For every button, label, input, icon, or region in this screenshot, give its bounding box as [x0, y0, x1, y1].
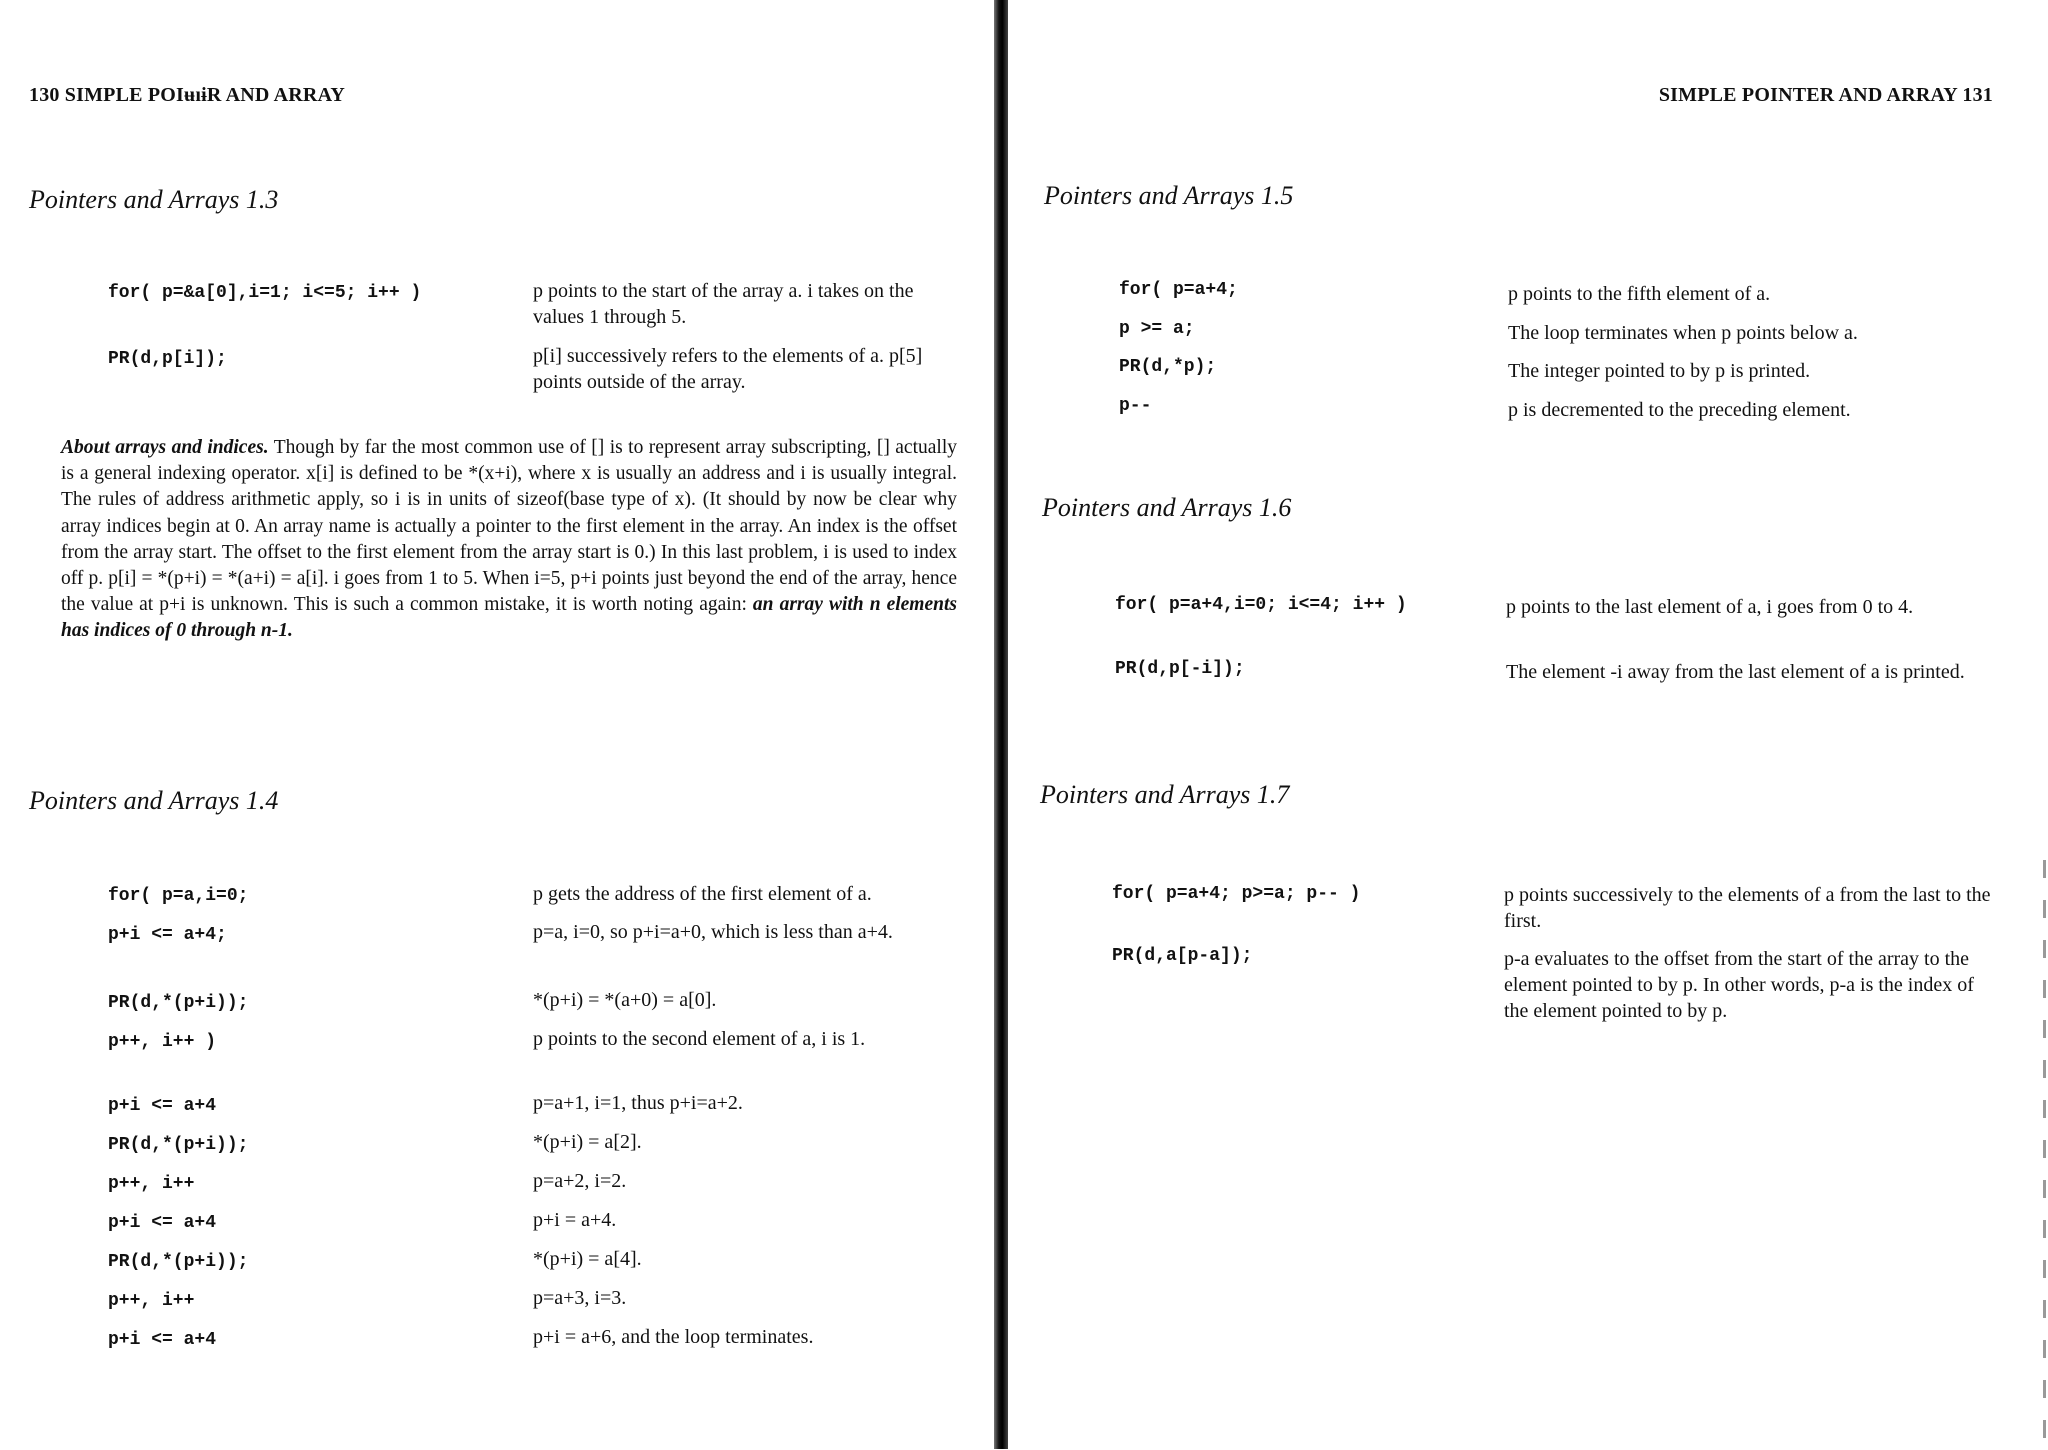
code-line: p++, i++ )	[108, 1032, 217, 1052]
code-description: p points to the start of the array a. i takes on the values 1 through 5.	[533, 280, 914, 328]
code-description: The integer pointed to by p is printed.	[1508, 360, 1811, 382]
code-line: PR(d,p[i]);	[108, 349, 227, 369]
code-description: p=a+1, i=1, thus p+i=a+2.	[533, 1092, 743, 1114]
code-line: PR(d,*(p+i));	[108, 1135, 249, 1155]
code-line: p++, i++	[108, 1174, 195, 1194]
code-description: p gets the address of the first element of a.	[533, 883, 872, 905]
code-line: p >= a;	[1119, 319, 1195, 339]
code-line: PR(d,a[p-a]);	[1112, 946, 1253, 966]
code-description: *(p+i) = a[4].	[533, 1248, 642, 1270]
code-description: p[i] successively refers to the elements of a. p[5] points outside of the array.	[533, 345, 923, 393]
right-page	[1010, 0, 2048, 1449]
code-line: PR(d,*(p+i));	[108, 1252, 249, 1272]
book-spine-gutter	[994, 0, 1008, 1449]
code-line: PR(d,p[-i]);	[1115, 659, 1245, 679]
left-running-head: 130 SIMPLE POIʉıɨR AND ARRAY	[29, 84, 346, 106]
about-arrays-paragraph	[61, 435, 957, 645]
paragraph-lead: About arrays and indices.	[61, 437, 269, 458]
code-line: for( p=a+4,i=0; i<=4; i++ )	[1115, 595, 1407, 615]
right-running-head: SIMPLE POINTER AND ARRAY 131	[1658, 84, 1993, 106]
code-description: p points to the last element of a, i goes from 0 to 4.	[1506, 596, 1914, 618]
code-line: p++, i++	[108, 1291, 195, 1311]
code-description: p+i = a+4.	[533, 1209, 617, 1231]
code-description: The element -i away from the last element of a is printed.	[1506, 661, 1965, 683]
code-line: for( p=a+4;	[1119, 280, 1238, 300]
code-line: p--	[1119, 396, 1152, 416]
code-description: p points successively to the elements of a from the last to the first.	[1504, 884, 1991, 932]
code-description: p+i = a+6, and the loop terminates.	[533, 1326, 814, 1348]
code-line: for( p=a,i=0;	[108, 886, 249, 906]
code-line: PR(d,*p);	[1119, 357, 1217, 377]
paragraph-tail: an array with n elements has indices of 0 through n-1.	[61, 594, 957, 642]
section-title-1-3: Pointers and Arrays 1.3	[29, 185, 279, 214]
paragraph-body: Though by far the most common use of [] is to represent array subscripting, [] actually is a general indexing operator. x[i] is defined to be *(x+i), where x is usually an address and i is usually integral. The rules of address arithmetic apply, so i is in units of sizeof(base type of x). (It should by now be clear why array indices begin at 0. An array name is actually a pointer to the first element in the array. An index is the offset from the array start. The offset to the first element from the array start is 0.) In this last problem, i is used to index off p. p[i] = *(p+i) = *(a+i) = a[i]. i goes from 1 to 5. When i=5, p+i points just beyond the end of the array, hence the value at p+i is unknown. This is such a common mistake, it is worth noting again:	[61, 437, 957, 616]
code-line: p+i <= a+4	[108, 1213, 217, 1233]
code-description: The loop terminates when p points below a.	[1508, 322, 1858, 344]
code-line: p+i <= a+4	[108, 1330, 217, 1350]
code-description: p points to the second element of a, i is 1.	[533, 1028, 866, 1050]
code-description: p-a evaluates to the offset from the start of the array to the element pointed to by p. In other words, p-a is the index of the element pointed to by p.	[1504, 948, 1974, 1022]
code-description: p is decremented to the preceding element.	[1508, 399, 1851, 421]
left-page	[0, 0, 1000, 1449]
code-description: *(p+i) = *(a+0) = a[0].	[533, 989, 717, 1011]
code-line: for( p=a+4; p>=a; p-- )	[1112, 884, 1361, 904]
code-description: p=a+3, i=3.	[533, 1287, 627, 1309]
code-line: PR(d,*(p+i));	[108, 993, 249, 1013]
code-description: p=a, i=0, so p+i=a+0, which is less than a+4.	[533, 921, 893, 943]
code-description: p points to the fifth element of a.	[1508, 283, 1771, 305]
code-line: p+i <= a+4;	[108, 925, 227, 945]
section-title-1-6: Pointers and Arrays 1.6	[1042, 493, 1292, 522]
code-description: *(p+i) = a[2].	[533, 1131, 642, 1153]
section-title-1-4: Pointers and Arrays 1.4	[29, 786, 279, 815]
code-line: for( p=&a[0],i=1; i<=5; i++ )	[108, 283, 422, 303]
code-description: p=a+2, i=2.	[533, 1170, 627, 1192]
section-title-1-5: Pointers and Arrays 1.5	[1044, 181, 1294, 210]
section-title-1-7: Pointers and Arrays 1.7	[1040, 780, 1290, 809]
code-line: p+i <= a+4	[108, 1096, 217, 1116]
